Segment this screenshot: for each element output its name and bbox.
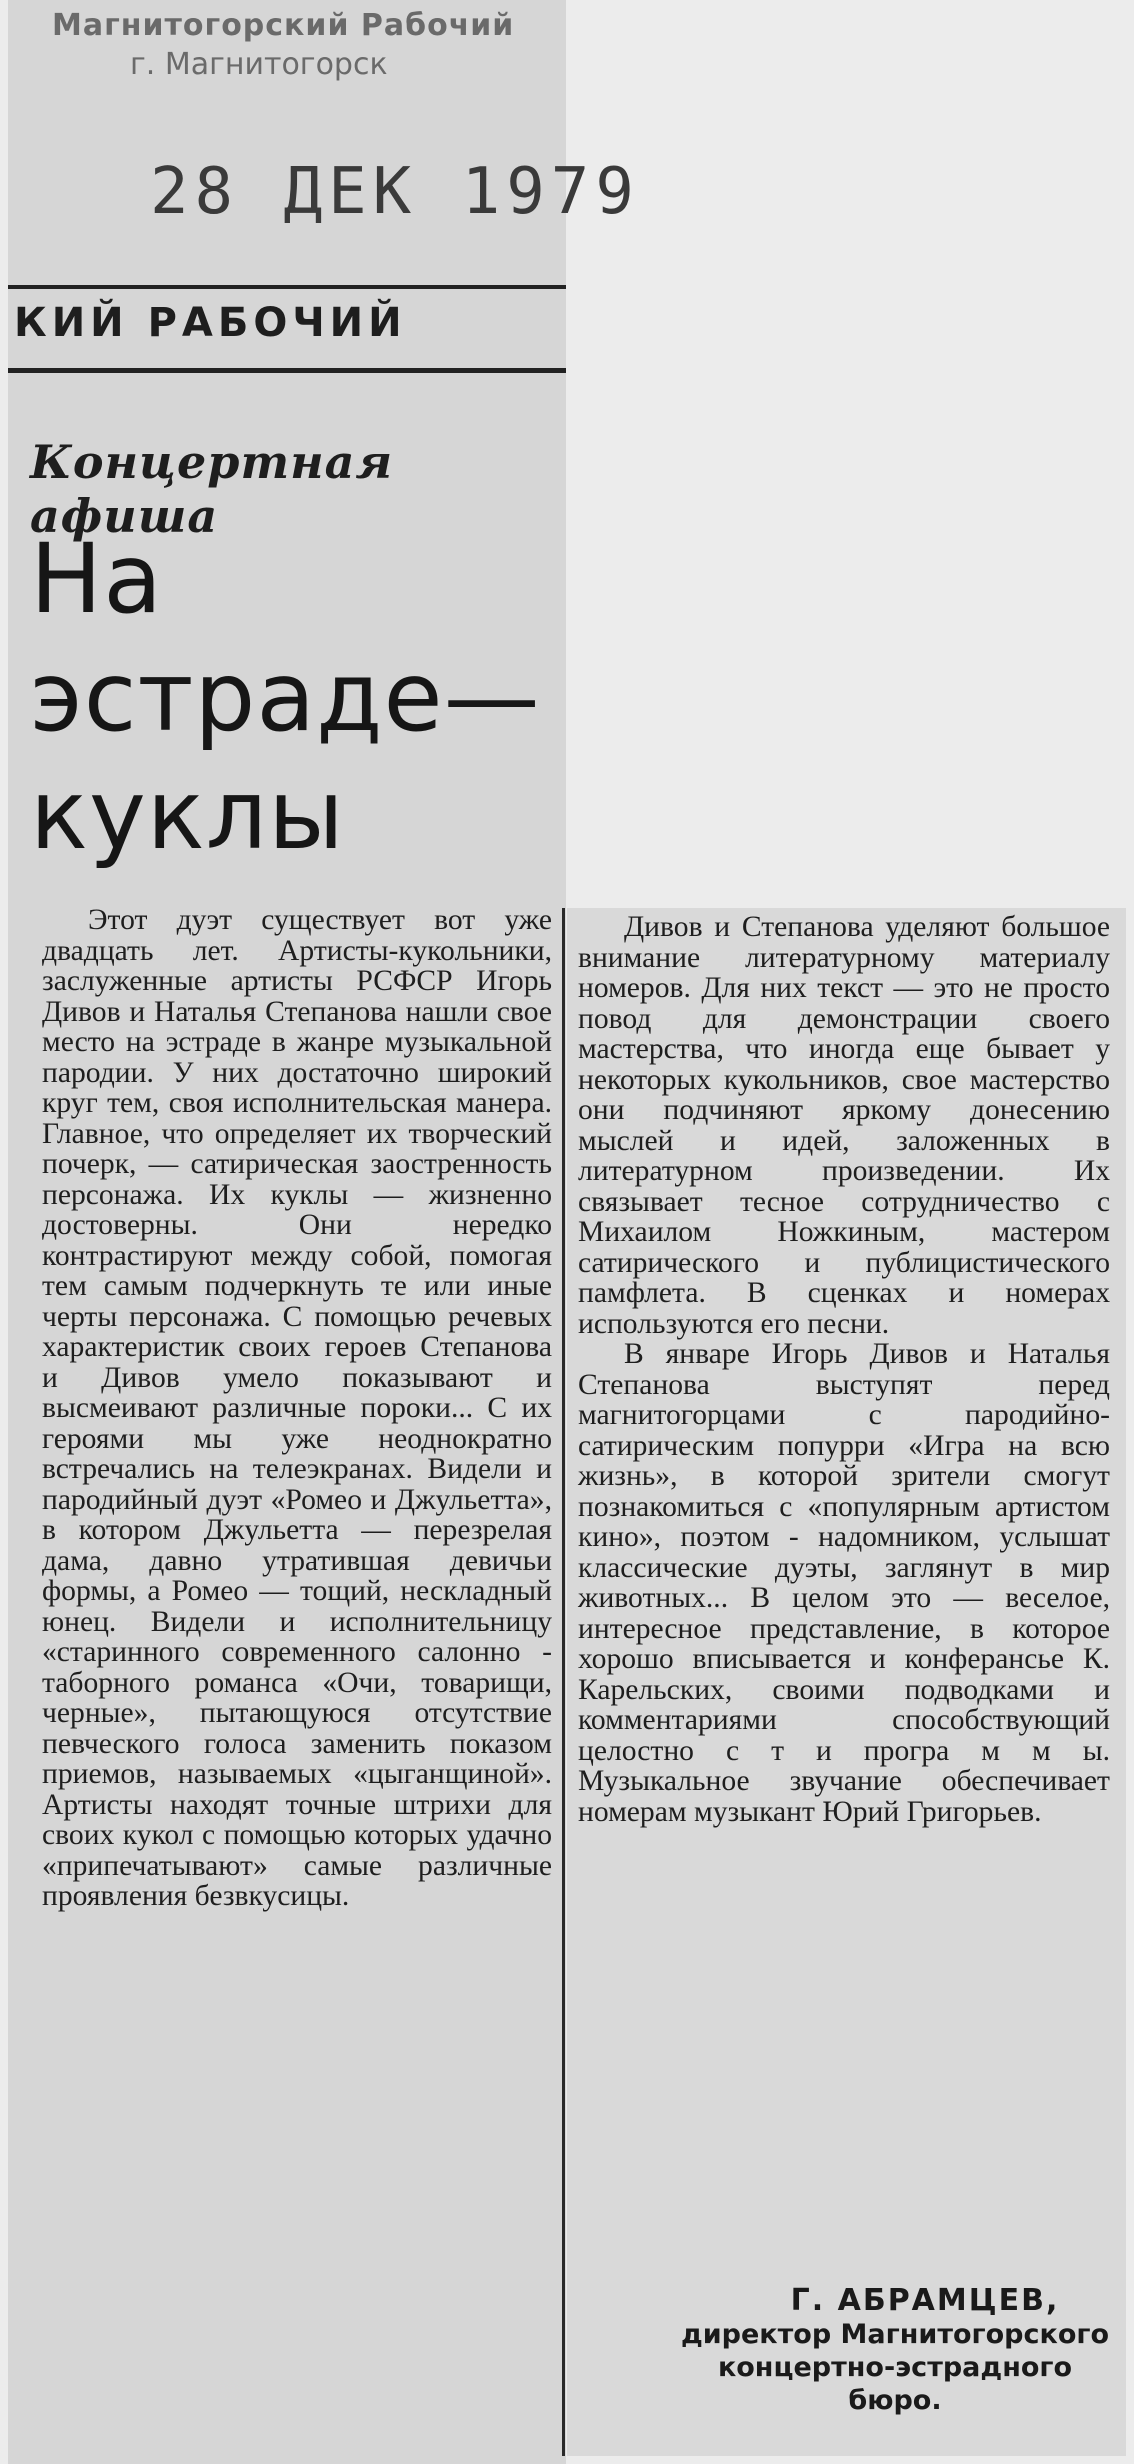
article-paragraph: Дивов и Степанова уделяют большое внимание литературному материалу номеров. Для них текст — это не просто повод для демонстрации своего мастерства, что иногда еще бывает у некоторых кукольников, свое мастерство они подчиняют яркому донесению мыслей и идей, заложенных в литературном произведении. Их связывает тесное сотрудничество с Михаилом Ножкиным, мастером сатирического и публицистического памфлета. В сценках и номерах используются его песни. (578, 911, 1110, 1340)
article-headline (30, 520, 570, 874)
article-signature (620, 2283, 1110, 2417)
headline-line: эстраде— (30, 641, 541, 753)
author-name: Г. АБРАМЦЕВ, (790, 2283, 1060, 2318)
stamp-date: 28 ДЕК 1979 (150, 155, 640, 229)
column-divider (562, 908, 565, 2456)
article-paragraph: Этот дуэт существует вот уже двадцать лет. Артисты-кукольники, заслуженные артисты РСФСР Игорь Дивов и Наталья Степанова нашли свое место на эстраде в жанре музыкальной пародии. У них достаточно широкий круг тем, своя исполнительская манера. Главное, что определяет их творческий почерк, — сатирическая заостренность персонажа. Их куклы — жизненно достоверны. Они нередко контрастируют между собой, помогая тем самым подчеркнуть те или иные черты персонажа. С помощью речевых характеристик своих героев Степанова и Дивов умело показывают и высмеивают различные пороки... С их героями мы уже неоднократно встречались на телеэкранах. Видели и пародийный дуэт «Ромео и Джульетта», в котором Джульетта — перезрелая дама, давно утратившая девичьи формы, а Ромео — тощий, нескладный юнец. Видели и исполнительницу «старинного современного салонно - таборного романса «Очи, товарищи, черные», пытающуюся отсутствие певческого голоса заменить показом приемов, называемых «цыганщиной». Артисты находят точные штрихи для своих кукол с помощью которых удачно «припечатывают» самые различные проявления безвкусицы. (42, 904, 552, 1912)
headline-line: куклы (30, 759, 345, 871)
stamp-newspaper: Магнитогорский Рабочий (52, 8, 515, 43)
newspaper-masthead: КИЙ РАБОЧИЙ (14, 300, 407, 346)
article-rubric: Концертная афиша (30, 435, 394, 543)
archive-stamp (40, 8, 560, 82)
stamp-city: г. Магнитогорск (130, 47, 388, 82)
author-role: директор Магнитогорского концертно-эстрадного бюро. (680, 2319, 1110, 2416)
article-column-right (578, 912, 1110, 1827)
masthead-top-rule (8, 285, 566, 289)
headline-line: На (30, 523, 164, 635)
article-paragraph: В январе Игорь Дивов и Наталья Степанова выступят перед магнитогорцами с пародийно-сатирическим попурри «Игра на всю жизнь», в которой зрители смогут познакомиться с «популярным артистом кино», поэтом - надомником, услышат классические дуэты, заглянут в мир животных... В целом это — веселое, интересное представление, в которое хорошо вписывается и конферансье К. Карельских, своими подводками и комментариями способствующий целостно с т и програ м м ы. Музыкальное звучание обеспечивает номерам музыкант Юрий Григорьев. (578, 1338, 1110, 1828)
article-column-left (42, 905, 552, 1912)
masthead-bottom-rule (8, 368, 566, 373)
